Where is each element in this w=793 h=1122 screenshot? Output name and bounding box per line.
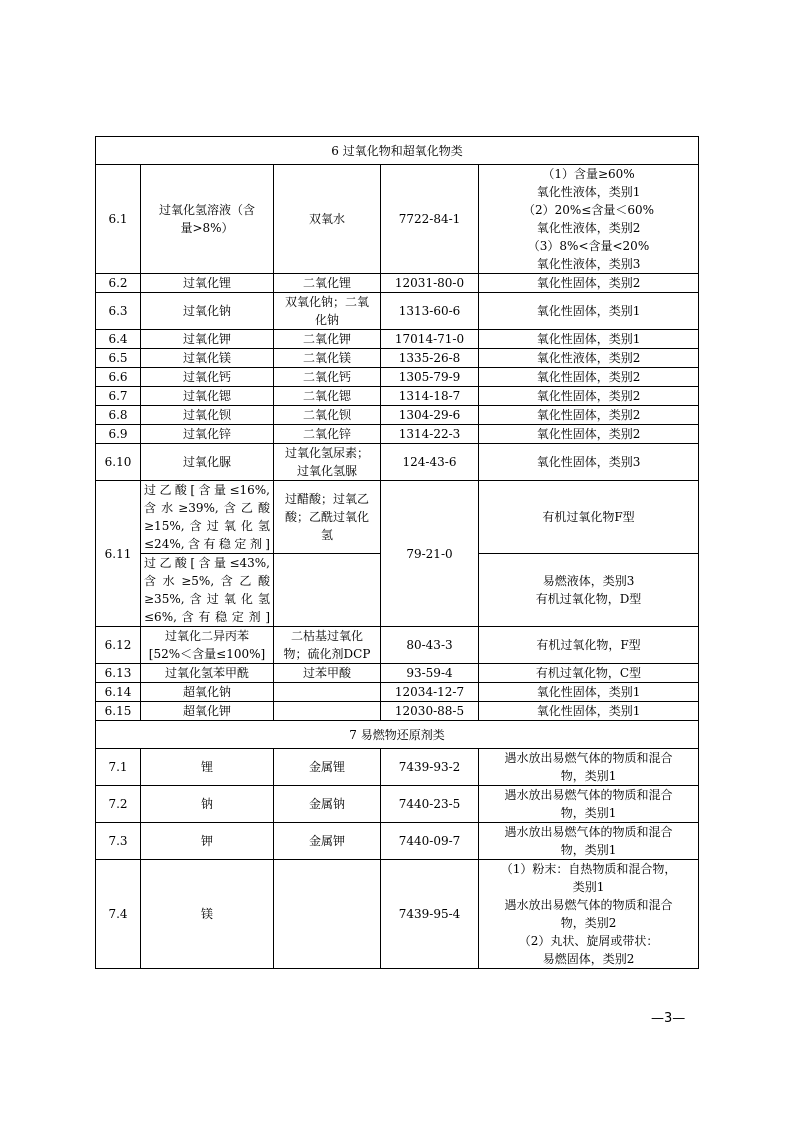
chemical-name — [141, 349, 274, 368]
hazard-class-line: 物，类别2 — [560, 916, 617, 930]
chemical-name — [141, 683, 274, 702]
chemical-name — [141, 406, 274, 425]
item-number: 6.3 — [96, 293, 141, 330]
hazard-class — [479, 387, 699, 406]
chemical-name — [141, 330, 274, 349]
table-row — [96, 165, 699, 274]
chemical-name-line: 过氧化锂 — [182, 276, 231, 290]
cas-number: 7722-84-1 — [381, 165, 479, 274]
alias-name — [274, 481, 381, 554]
hazard-class-line: 遇水放出易燃气体的物质和混合 — [504, 825, 673, 839]
section-6-title: 6 过氧化物和超氧化物类 — [96, 137, 699, 165]
alias-name — [274, 554, 381, 627]
alias-name — [274, 664, 381, 683]
chemical-name — [141, 554, 274, 627]
hazard-class — [479, 330, 699, 349]
cas-number: 79-21-0 — [381, 481, 479, 627]
hazard-class — [479, 368, 699, 387]
alias-name — [274, 406, 381, 425]
table-row — [96, 293, 699, 330]
alias-name-line: 双氧化钠；二氧 — [284, 295, 369, 309]
hazard-class-line: 物，类别1 — [560, 806, 617, 820]
hazard-class-line: 氧化性固体，类别3 — [536, 455, 641, 469]
hazard-class-line: 氧化性固体，类别2 — [536, 427, 641, 441]
cas-number: 1314-18-7 — [381, 387, 479, 406]
hazard-class — [479, 274, 699, 293]
alias-name — [274, 387, 381, 406]
table-row — [96, 349, 699, 368]
hazard-class-line: 有机过氧化物F型 — [542, 510, 635, 524]
hazard-class-line: 遇水放出易燃气体的物质和混合 — [504, 898, 673, 912]
cas-number: 17014-71-0 — [381, 330, 479, 349]
chemical-name-line: 含水≥5%,含乙酸 — [144, 574, 270, 588]
cas-number: 1314-22-3 — [381, 425, 479, 444]
chemical-name-line: ≤24%,含有稳定剂] — [144, 537, 270, 551]
chemical-name — [141, 664, 274, 683]
alias-name — [274, 444, 381, 481]
alias-name-line: 氢 — [320, 528, 333, 542]
cas-number: 7440-23-5 — [381, 786, 479, 823]
hazard-class — [479, 293, 699, 330]
chemical-name-line: 钾 — [200, 834, 213, 848]
chemical-name-line: 过氧化脲 — [182, 455, 231, 469]
chemical-name-line: 钠 — [200, 797, 213, 811]
hazard-class — [479, 627, 699, 664]
table-row — [96, 627, 699, 664]
alias-name — [274, 627, 381, 664]
table-row — [96, 481, 699, 554]
hazard-class — [479, 444, 699, 481]
alias-name — [274, 683, 381, 702]
chemical-name-line: 过乙酸[含量≤16%, — [144, 483, 270, 497]
alias-name-line: 二枯基过氧化 — [290, 629, 363, 643]
table-row — [96, 274, 699, 293]
hazard-class-line: 氧化性固体，类别2 — [536, 370, 641, 384]
hazard-class-line: （2）20%≤含量＜60% — [522, 203, 655, 217]
hazard-class — [479, 406, 699, 425]
table-row — [96, 444, 699, 481]
cas-number: 7439-93-2 — [381, 749, 479, 786]
hazard-class-line: 有机过氧化物，D型 — [535, 592, 642, 606]
table-row — [96, 664, 699, 683]
alias-name-line: 过苯甲酸 — [302, 666, 351, 680]
alias-name-line: 二氧化锶 — [302, 389, 351, 403]
item-number: 6.12 — [96, 627, 141, 664]
item-number: 6.6 — [96, 368, 141, 387]
chemical-name-line: 过氧化锌 — [182, 427, 231, 441]
cas-number: 7440-09-7 — [381, 823, 479, 860]
alias-name — [274, 274, 381, 293]
hazard-class — [479, 749, 699, 786]
hazard-class-line: 氧化性固体，类别1 — [536, 332, 641, 346]
hazard-class-line: 物，类别1 — [560, 769, 617, 783]
alias-name-line: 过醋酸；过氧乙 — [284, 492, 369, 506]
chemical-name — [141, 627, 274, 664]
hazard-class-line: （1）粉末：自热物质和混合物， — [500, 862, 677, 876]
page-number: —3— — [651, 1011, 686, 1026]
item-number: 6.7 — [96, 387, 141, 406]
item-number: 6.15 — [96, 702, 141, 721]
alias-name-line: 过氧化氢脲 — [296, 464, 357, 478]
item-number: 6.9 — [96, 425, 141, 444]
alias-name-line: 二氧化锌 — [302, 427, 351, 441]
chemical-name-line: 镁 — [200, 907, 213, 921]
hazard-class — [479, 860, 699, 969]
alias-name-line: 金属钾 — [308, 834, 345, 848]
hazard-class-line: 易燃液体，类别3 — [542, 574, 635, 588]
chemical-name — [141, 444, 274, 481]
alias-name — [274, 702, 381, 721]
alias-name-line: 酸；乙酰过氧化 — [284, 510, 369, 524]
table-row — [96, 823, 699, 860]
hazard-class-line: 物，类别1 — [560, 843, 617, 857]
item-number: 6.14 — [96, 683, 141, 702]
chemical-name — [141, 165, 274, 274]
hazard-class-line: （2）丸状、旋屑或带状： — [518, 934, 659, 948]
chemical-name-line: 过氧化钾 — [182, 332, 231, 346]
alias-name-line: 双氧水 — [308, 212, 345, 226]
alias-name — [274, 368, 381, 387]
alias-name-line: 过氧化氢尿素； — [284, 446, 369, 460]
chemical-name-line: 含水≥39%,含乙酸 — [144, 501, 270, 515]
hazard-class — [479, 683, 699, 702]
chemical-name-line: 过氧化钡 — [182, 408, 231, 422]
chemical-name-line: 过氧化二异丙苯 — [164, 629, 249, 643]
chemical-name — [141, 425, 274, 444]
alias-name — [274, 425, 381, 444]
hazard-class-line: 氧化性固体，类别2 — [536, 276, 641, 290]
hazard-class — [479, 786, 699, 823]
hazard-class-line: 氧化性液体，类别2 — [536, 221, 641, 235]
alias-name-line: 二氧化钡 — [302, 408, 351, 422]
hazard-class-line: 遇水放出易燃气体的物质和混合 — [504, 751, 673, 765]
hazard-class-line: 氧化性固体，类别1 — [536, 304, 641, 318]
table-row — [96, 387, 699, 406]
hazard-class-line: （3）8%<含量<20% — [527, 239, 650, 253]
cas-number: 80-43-3 — [381, 627, 479, 664]
section-6-header-row — [96, 137, 699, 165]
cas-number: 1305-79-9 — [381, 368, 479, 387]
chemical-name — [141, 293, 274, 330]
table-row — [96, 702, 699, 721]
hazard-class — [479, 165, 699, 274]
item-number: 6.5 — [96, 349, 141, 368]
alias-name — [274, 293, 381, 330]
chemical-name-line: 超氧化钠 — [182, 685, 231, 699]
item-number: 6.10 — [96, 444, 141, 481]
hazard-class — [479, 481, 699, 554]
hazard-class-line: 氧化性液体，类别3 — [536, 257, 641, 271]
alias-name — [274, 349, 381, 368]
hazard-class-line: （1）含量≥60% — [542, 167, 635, 181]
hazard-class-line: 有机过氧化物，F型 — [536, 638, 641, 652]
item-number: 7.4 — [96, 860, 141, 969]
chemical-name-line: 量>8%） — [180, 221, 234, 235]
table-row — [96, 425, 699, 444]
alias-name-line: 二氧化钾 — [302, 332, 351, 346]
item-number: 6.8 — [96, 406, 141, 425]
chemical-name-line: 过氧化氢苯甲酰 — [164, 666, 249, 680]
section-7-header-row — [96, 721, 699, 749]
chemical-name-line: 过氧化钙 — [182, 370, 231, 384]
hazard-class-line: 有机过氧化物，C型 — [535, 666, 642, 680]
hazard-class — [479, 349, 699, 368]
alias-name-line: 金属钠 — [308, 797, 345, 811]
hazard-class-line: 氧化性固体，类别1 — [536, 704, 641, 718]
alias-name-line: 二氧化镁 — [302, 351, 351, 365]
cas-number: 1313-60-6 — [381, 293, 479, 330]
alias-name — [274, 823, 381, 860]
chemical-name — [141, 387, 274, 406]
alias-name-line: 金属锂 — [308, 760, 345, 774]
chemical-name — [141, 860, 274, 969]
alias-name — [274, 860, 381, 969]
hazard-class — [479, 664, 699, 683]
section-7-title: 7 易燃物还原剂类 — [96, 721, 699, 749]
hazard-class-line: 氧化性液体，类别2 — [536, 351, 641, 365]
chemical-name — [141, 786, 274, 823]
item-number: 6.2 — [96, 274, 141, 293]
table-row — [96, 330, 699, 349]
table-row — [96, 406, 699, 425]
cas-number: 12030-88-5 — [381, 702, 479, 721]
alias-name-line: 化钠 — [314, 313, 339, 327]
chemical-name-line: ≤6%,含有稳定剂] — [144, 610, 270, 624]
chemical-name — [141, 702, 274, 721]
item-number: 6.1 — [96, 165, 141, 274]
table-row — [96, 786, 699, 823]
table-row — [96, 368, 699, 387]
chemical-name — [141, 823, 274, 860]
item-number: 6.11 — [96, 481, 141, 627]
chemical-name-line: ≥15%,含过氧化氢 — [144, 519, 270, 533]
hazard-class-line: 氧化性固体，类别2 — [536, 408, 641, 422]
cas-number: 1304-29-6 — [381, 406, 479, 425]
hazardous-chemicals-table — [95, 136, 699, 969]
chemical-name-line: [52%＜含量≤100%] — [148, 647, 266, 661]
hazard-class-line: 氧化性固体，类别1 — [536, 685, 641, 699]
chemical-name — [141, 368, 274, 387]
hazard-class — [479, 425, 699, 444]
hazard-class — [479, 702, 699, 721]
hazard-class-line: 易燃固体，类别2 — [542, 952, 635, 966]
hazard-class — [479, 823, 699, 860]
chemical-name-line: 超氧化钾 — [182, 704, 231, 718]
table-row — [96, 683, 699, 702]
alias-name — [274, 749, 381, 786]
hazard-class-line: 氧化性液体，类别1 — [536, 185, 641, 199]
alias-name-line: 物；硫化剂DCP — [283, 647, 371, 661]
alias-name — [274, 165, 381, 274]
cas-number: 93-59-4 — [381, 664, 479, 683]
item-number: 7.3 — [96, 823, 141, 860]
alias-name-line: 二氧化钙 — [302, 370, 351, 384]
chemical-name-line: 过氧化锶 — [182, 389, 231, 403]
chemical-name-line: 过氧化氢溶液（含 — [158, 203, 255, 217]
hazard-class-line: 遇水放出易燃气体的物质和混合 — [504, 788, 673, 802]
hazard-class-line: 类别1 — [572, 880, 605, 894]
table-row — [96, 749, 699, 786]
chemical-name — [141, 481, 274, 554]
cas-number: 12034-12-7 — [381, 683, 479, 702]
item-number: 7.1 — [96, 749, 141, 786]
cas-number: 12031-80-0 — [381, 274, 479, 293]
table-row — [96, 860, 699, 969]
chemical-name — [141, 274, 274, 293]
chemical-name-line: 过氧化钠 — [182, 304, 231, 318]
alias-name — [274, 786, 381, 823]
alias-name-line: 二氧化锂 — [302, 276, 351, 290]
chemical-name — [141, 749, 274, 786]
hazard-class — [479, 554, 699, 627]
chemical-name-line: 过乙酸[含量≤43%, — [144, 556, 270, 570]
cas-number: 124-43-6 — [381, 444, 479, 481]
cas-number: 1335-26-8 — [381, 349, 479, 368]
cas-number: 7439-95-4 — [381, 860, 479, 969]
alias-name — [274, 330, 381, 349]
item-number: 6.4 — [96, 330, 141, 349]
hazard-class-line: 氧化性固体，类别2 — [536, 389, 641, 403]
chemical-name-line: 过氧化镁 — [182, 351, 231, 365]
item-number: 7.2 — [96, 786, 141, 823]
chemical-name-line: 锂 — [200, 760, 213, 774]
chemical-name-line: ≥35%,含过氧化氢 — [144, 592, 270, 606]
item-number: 6.13 — [96, 664, 141, 683]
